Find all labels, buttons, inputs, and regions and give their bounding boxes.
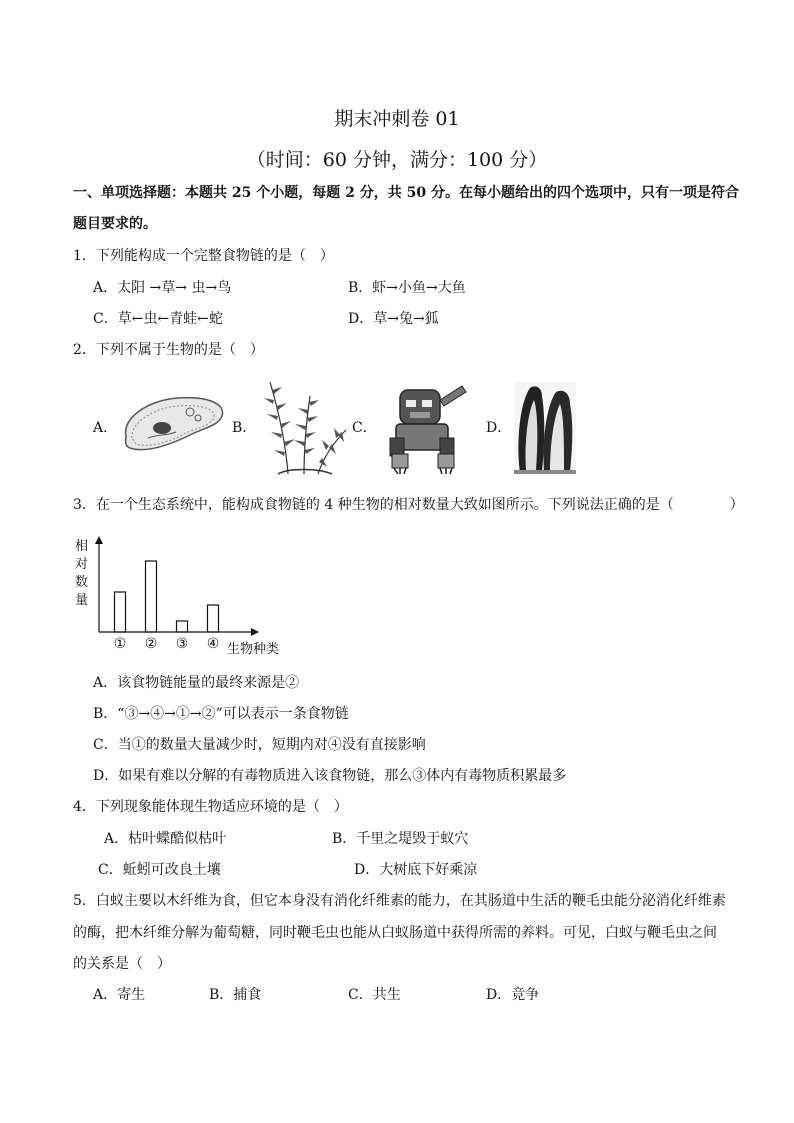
q5-stem-line1: 5．白蚁主要以木纤维为食，但它本身没有消化纤维素的能力，在其肠道中生活的鞭毛虫能分泌消化纤维素	[73, 893, 726, 909]
penguins-image	[514, 382, 576, 474]
q5-option-a: A．寄生	[93, 987, 146, 1003]
q3-option-b: B．“③→④→①→②”可以表示一条食物链	[93, 706, 349, 722]
robot-dog-image	[382, 380, 474, 476]
chart-y-label-2: 对	[75, 556, 89, 571]
q5-stem-line2: 的酶，把木纤维分解为葡萄糖，同时鞭毛虫也能从白蚁肠道中获得所需的养料。可见，白蚁与鞭毛虫之间	[73, 925, 717, 941]
fern-image	[258, 376, 350, 476]
chart-x-label: 生物种类	[227, 641, 280, 656]
section-heading-line1: 一、单项选择题：本题共 25 个小题，每题 2 分，共 50 分。在每小题给出的四个选项中，只有一项是符合	[73, 185, 739, 201]
q5-option-c: C．共生	[348, 987, 401, 1003]
q5-option-b: B．捕食	[209, 987, 262, 1003]
q2-option-c: C．	[352, 420, 377, 436]
q3-bar-chart	[73, 535, 280, 660]
q4-option-a: A．枯叶蝶酷似枯叶	[104, 831, 227, 847]
q1-option-d: D．草→兔→狐	[348, 311, 439, 327]
q4-option-d: D．大树底下好乘凉	[354, 862, 478, 878]
x-tick-label-2: ②	[144, 636, 158, 652]
q4-stem: 4．下列现象能体现生物适应环境的是（ ）	[73, 799, 348, 815]
q2-stem: 2．下列不属于生物的是（ ）	[73, 342, 264, 358]
bar-4	[208, 605, 219, 632]
paramecium-image	[118, 388, 230, 458]
q3-option-c: C．当①的数量大量减少时，短期内对④没有直接影响	[93, 737, 426, 753]
x-tick-label-4: ④	[206, 636, 220, 652]
bar-2	[146, 561, 157, 632]
q2-option-b: B．	[232, 420, 257, 436]
section-heading-line2: 题目要求的。	[73, 216, 157, 232]
page-title: 期末冲刺卷 01	[334, 108, 460, 130]
q1-stem: 1．下列能构成一个完整食物链的是（ ）	[73, 248, 334, 264]
q5-option-d: D．竞争	[486, 987, 540, 1003]
chart-x-axis-arrow	[251, 628, 259, 636]
q4-option-b: B．千里之堤毁于蚁穴	[332, 831, 469, 847]
q2-option-a: A．	[93, 420, 118, 436]
q5-stem-line3: 的关系是（ ）	[73, 956, 171, 972]
chart-y-axis-arrow	[95, 536, 103, 544]
bar-3	[177, 621, 188, 632]
page-subtitle: （时间：60 分钟，满分：100 分）	[246, 149, 548, 171]
x-tick-label-1: ①	[113, 636, 127, 652]
q3-option-d: D．如果有难以分解的有毒物质进入该食物链，那么③体内有毒物质积累最多	[93, 768, 567, 784]
q2-option-d: D．	[486, 420, 512, 436]
bar-1	[115, 592, 126, 632]
q1-option-c: C．草←虫←青蛙←蛇	[93, 311, 223, 327]
x-tick-label-3: ③	[175, 636, 189, 652]
chart-y-label-1: 相	[75, 538, 89, 553]
q1-option-a: A．太阳 →草→ 虫→鸟	[93, 280, 232, 296]
bar-chart-svg	[73, 535, 280, 660]
chart-y-label-3: 数	[75, 574, 89, 589]
chart-y-label-4: 量	[75, 592, 89, 607]
q3-option-a: A．该食物链能量的最终来源是②	[93, 675, 300, 691]
q1-option-b: B．虾→小鱼→大鱼	[348, 280, 466, 296]
q3-stem: 3．在一个生态系统中，能构成食物链的 4 种生物的相对数量大致如图所示。下列说法正确的是（ ）	[73, 497, 744, 513]
q4-option-c: C．蚯蚓可改良土壤	[98, 862, 221, 878]
